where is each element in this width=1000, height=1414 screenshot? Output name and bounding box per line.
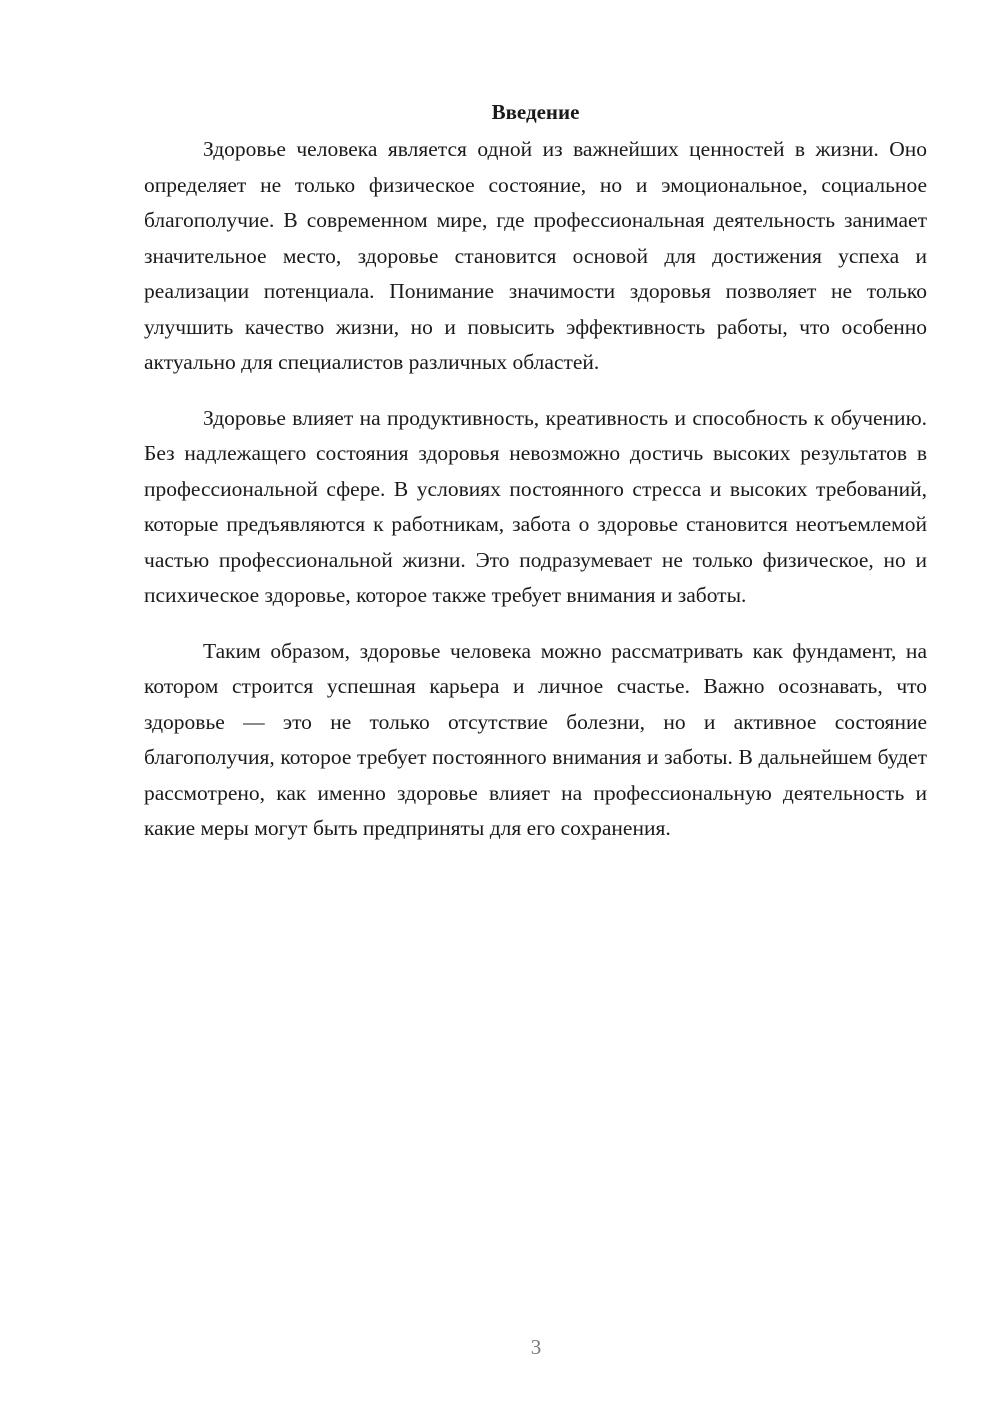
page-number: 3 — [530, 1335, 542, 1359]
section-heading: Введение — [491, 100, 580, 124]
paragraph-2: Здоровье влияет на продуктивность, креативность и способность к обучению. Без надлежащего состояния здоровья невозможно достичь высоких результатов в профессиональной сфере. В условиях постоянного стресса и высоких требований, которые предъявляются к работникам, забота о здоровье становится неотъемлемой частью профессиональной жизни. Это подразумевает не только физическое, но и психическое здоровье, которое также требует внимания и заботы. — [144, 405, 927, 607]
paragraph-3: Таким образом, здоровье человека можно рассматривать как фундамент, на котором строится успешная карьера и личное счастье. Важно осознавать, что здоровье — это не только отсутствие болезни, но и активное состояние благополучия, которое требует постоянного внимания и заботы. В дальнейшем будет рассмотрено, как именно здоровье влияет на профессиональную деятельность и какие меры могут быть предприняты для его сохранения. — [144, 638, 927, 840]
page-content — [144, 92, 927, 847]
paragraph-1: Здоровье человека является одной из важнейших ценностей в жизни. Оно определяет не только физическое состояние, но и эмоциональное, социальное благополучие. В современном мире, где профессиональная деятельность занимает значительное место, здоровье становится основой для достижения успеха и реализации потенциала. Понимание значимости здоровья позволяет не только улучшить качество жизни, но и повысить эффективность работы, что особенно актуально для специалистов различных областей. — [144, 137, 927, 374]
